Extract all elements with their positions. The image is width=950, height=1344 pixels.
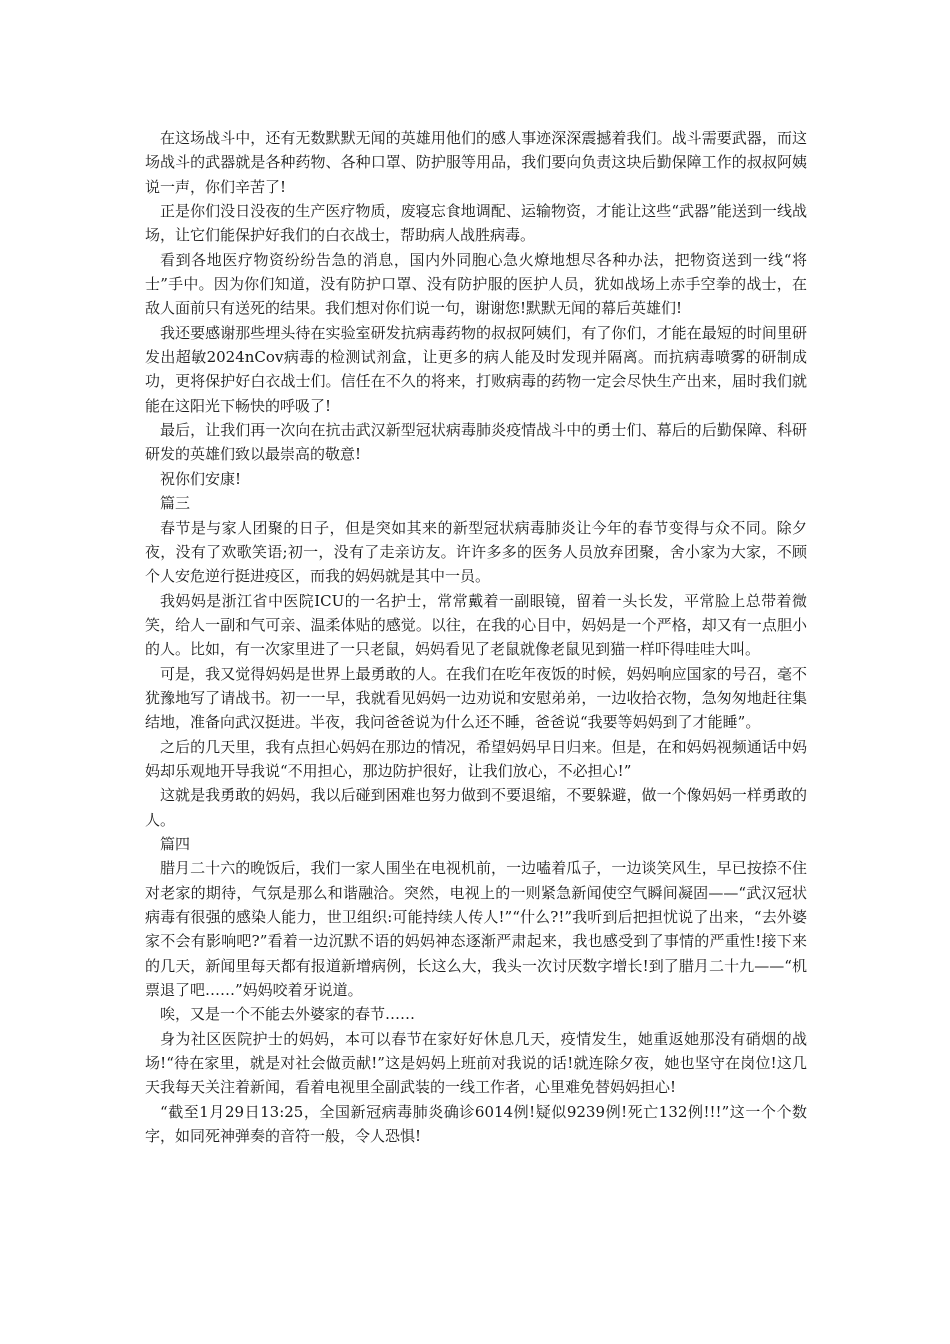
paragraph: “截至1月29日13:25，全国新冠病毒肺炎确诊6014例!疑似9239例!死亡132例!!!”这一个个数字，如同死神弹奏的音符一般，令人恐惧!: [145, 1102, 807, 1146]
paragraph: 祝你们安康!: [160, 469, 242, 488]
section-heading: 篇四: [160, 834, 191, 853]
paragraph: 之后的几天里，我有点担心妈妈在那边的情况，希望妈妈早日归来。但是，在和妈妈视频通话中妈妈却乐观地开导我说“不用担心，那边防护很好，让我们放心，不必担心!”: [145, 737, 807, 780]
paragraph: 腊月二十六的晚饭后，我们一家人围坐在电视机前，一边嗑着瓜子，一边谈笑风生，早已按捺不住对老家的期待，气氛是那么和谐融洽。突然，电视上的一则紧急新闻使空气瞬间凝固——“武汉冠状病毒有很强的感染人能力，世卫组织:可能持续人传人!”“什么?!”我听到后把担忧说了出来，“去外婆家不会有影响吧?”看着一边沉默不语的妈妈神态逐渐严肃起来，我也感受到了事情的严重性!接下来的几天，新闻里每天都有报道新增病例，长这么大，我头一次讨厌数字增长!到了腊月二十九——“机票退了吧……”妈妈咬着牙说道。: [145, 859, 807, 1000]
paragraph: 唉，又是一个不能去外婆家的春节……: [160, 1005, 416, 1024]
paragraph: 在这场战斗中，还有无数默默无闻的英雄用他们的感人事迹深深震撼着我们。战斗需要武器，而这场战斗的武器就是各种药物、各种口罩、防护服等用品，我们要向负责这块后勤保障工作的叔叔阿姨说一声，你们辛苦了!: [145, 129, 807, 196]
paragraph: 我妈妈是浙江省中医院ICU的一名护士，常常戴着一副眼镜，留着一头长发，平常脸上总带着微笑，给人一副和气可亲、温柔体贴的感觉。以往，在我的心目中，妈妈是一个严格，却又有一点胆小的人。比如，有一次家里进了一只老鼠，妈妈看见了老鼠就像老鼠见到猫一样吓得哇哇大叫。: [145, 591, 807, 659]
paragraph: 身为社区医院护士的妈妈，本可以春节在家好好休息几天，疫情发生，她重返她那没有硝烟的战场!“待在家里，就是对社会做贡献!”这是妈妈上班前对我说的话!就连除夕夜，她也坚守在岗位!这几天我每天关注着新闻，看着电视里全副武装的一线工作者，心里难免替妈妈担心!: [145, 1029, 807, 1097]
paragraph: 这就是我勇敢的妈妈，我以后碰到困难也努力做到不要退缩，不要躲避，做一个像妈妈一样勇敢的人。: [145, 786, 807, 829]
document-body: [145, 126, 807, 1148]
paragraph: 看到各地医疗物资纷纷告急的消息，国内外同胞心急火燎地想尽各种办法，把物资送到一线“将士”手中。因为你们知道，没有防护口罩、没有防护服的医护人员，犹如战场上赤手空拳的战士，在敌人面前只有送死的结果。我们想对你们说一句，谢谢您!默默无闻的幕后英雄们!: [145, 250, 807, 318]
paragraph: 最后，让我们再一次向在抗击武汉新型冠状病毒肺炎疫情战斗中的勇士们、幕后的后勤保障、科研研发的英雄们致以最崇高的敬意!: [145, 421, 807, 464]
paragraph: 可是，我又觉得妈妈是世界上最勇敢的人。在我们在吃年夜饭的时候，妈妈响应国家的号召，毫不犹豫地写了请战书。初一一早，我就看见妈妈一边劝说和安慰弟弟，一边收拾衣物，急匆匆地赶往集结地，准备向武汉挺进。半夜，我问爸爸说为什么还不睡，爸爸说“我要等妈妈到了才能睡”。: [145, 664, 807, 732]
section-heading: 篇三: [160, 494, 191, 513]
paragraph: 春节是与家人团聚的日子，但是突如其来的新型冠状病毒肺炎让今年的春节变得与众不同。除夕夜，没有了欢歌笑语;初一，没有了走亲访友。许许多多的医务人员放弃团聚，舍小家为大家，不顾个人安危逆行挺进疫区，而我的妈妈就是其中一员。: [145, 518, 807, 586]
paragraph: 我还要感谢那些埋头待在实验室研发抗病毒药物的叔叔阿姨们，有了你们，才能在最短的时间里研发出超敏2024nCov病毒的检测试剂盒，让更多的病人能及时发现并隔离。而抗病毒喷雾的研制成功，更将保护好白衣战士们。信任在不久的将来，打败病毒的药物一定会尽快生产出来，届时我们就能在这阳光下畅快的呼吸了!: [145, 323, 807, 415]
paragraph: 正是你们没日没夜的生产医疗物质，废寝忘食地调配、运输物资，才能让这些“武器”能送到一线战场，让它们能保护好我们的白衣战士，帮助病人战胜病毒。: [145, 202, 807, 245]
